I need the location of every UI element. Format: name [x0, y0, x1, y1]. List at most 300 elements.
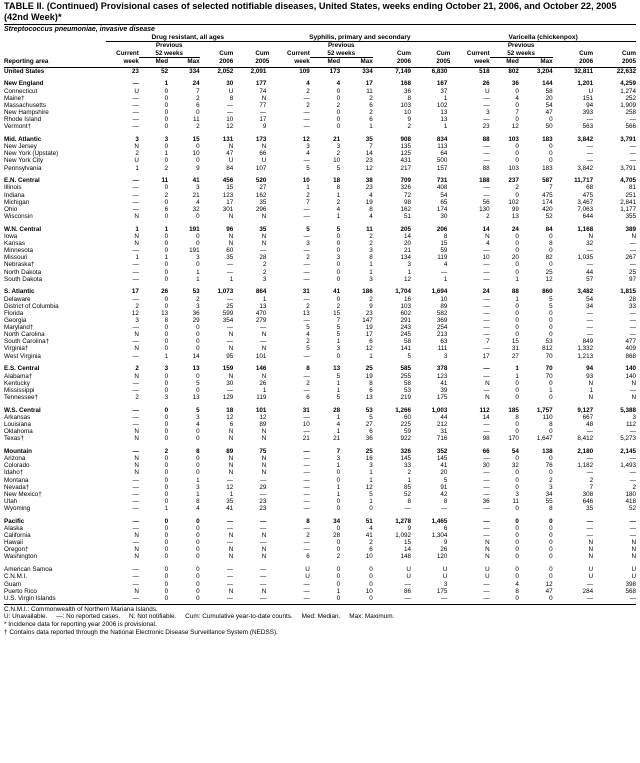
value-cell: 2,145 — [620, 448, 636, 455]
value-cell: 3 — [443, 580, 448, 588]
value-cell: 10 — [482, 254, 490, 262]
value-cell: — — [586, 316, 594, 324]
value-cell: 0 — [164, 428, 169, 436]
value-cell: 4 — [196, 420, 200, 428]
value-cell: 0 — [549, 517, 553, 525]
value-cell: — — [303, 268, 310, 276]
value-cell: U — [442, 573, 448, 581]
value-cell: — — [132, 191, 139, 199]
value-cell: 14 — [403, 546, 411, 554]
value-cell: 17 — [482, 352, 490, 360]
reporting-area-cell: California — [4, 532, 31, 540]
value-cell: 57 — [586, 275, 594, 283]
reporting-area-cell: Louisiana — [4, 420, 31, 428]
value-cell: 5 — [196, 379, 200, 387]
value-cell: 2 — [164, 448, 169, 455]
value-cell: 9 — [443, 539, 448, 547]
table-row — [4, 407, 636, 414]
value-cell: N — [134, 212, 139, 220]
value-cell: — — [132, 198, 139, 206]
value-cell: 101 — [255, 352, 267, 360]
value-cell: — — [260, 338, 267, 346]
value-cell: 354 — [222, 316, 234, 324]
value-cell: 1,694 — [431, 288, 448, 296]
value-cell: 8 — [196, 497, 200, 505]
table-row — [4, 206, 636, 213]
value-cell: — — [132, 101, 139, 109]
value-cell: — — [586, 247, 594, 255]
value-cell: 0 — [196, 212, 200, 220]
value-cell: 2,180 — [577, 448, 594, 455]
value-cell: 7 — [336, 448, 341, 455]
value-cell: N — [228, 428, 234, 436]
column-header-row — [4, 58, 636, 67]
value-cell: 34 — [333, 517, 341, 525]
value-cell: — — [586, 309, 594, 317]
value-cell: 98 — [403, 198, 411, 206]
value-cell: U — [485, 87, 490, 95]
year-2005-label: 2005 — [233, 58, 269, 67]
value-cell: — — [132, 490, 139, 498]
value-cell: 0 — [336, 261, 341, 269]
value-cell: 0 — [196, 157, 200, 165]
value-cell: 0 — [515, 379, 519, 387]
value-cell: 0 — [164, 517, 169, 525]
value-cell: 35 — [365, 136, 373, 143]
value-cell: 1,815 — [620, 288, 636, 296]
table-row — [4, 525, 636, 532]
value-cell: — — [227, 108, 234, 116]
value-cell: 0 — [515, 316, 519, 324]
value-cell: 88 — [511, 288, 519, 296]
value-cell: 70 — [545, 352, 553, 360]
value-cell: 34 — [545, 490, 553, 498]
value-cell: 140 — [625, 372, 636, 380]
value-cell: 10 — [403, 108, 411, 116]
value-cell: 2 — [306, 254, 310, 262]
value-cell: 5 — [306, 345, 310, 353]
value-cell: 3,204 — [536, 67, 553, 75]
value-cell: 5 — [306, 225, 310, 233]
value-cell: 834 — [436, 136, 448, 143]
value-cell: 47 — [226, 150, 234, 158]
value-cell: 3 — [196, 302, 200, 310]
value-cell: 1 — [336, 483, 341, 491]
value-cell: — — [303, 476, 310, 484]
value-cell: N — [134, 435, 139, 443]
value-cell: 5 — [549, 295, 553, 303]
value-cell: 13 — [365, 393, 373, 401]
table-row — [4, 157, 636, 164]
value-cell: — — [586, 261, 594, 269]
value-cell: 12 — [545, 580, 553, 588]
value-cell: — — [483, 505, 490, 512]
value-cell: — — [132, 268, 139, 276]
week-label: week — [450, 58, 489, 67]
value-cell: 170 — [508, 435, 519, 443]
value-cell: 1 — [336, 338, 341, 346]
value-cell: 475 — [542, 191, 553, 199]
value-cell: — — [629, 524, 636, 532]
value-cell: 18 — [226, 406, 234, 414]
value-cell: N — [228, 587, 234, 595]
value-cell: 4 — [306, 80, 310, 88]
value-cell: N — [228, 532, 234, 540]
value-cell: 3 — [164, 365, 169, 373]
value-cell: 0 — [164, 143, 169, 151]
table-row — [4, 539, 636, 546]
table-row — [4, 310, 636, 317]
value-cell: 58 — [403, 379, 411, 387]
value-cell: — — [132, 275, 139, 283]
value-cell: 4 — [306, 150, 310, 158]
value-cell: — — [132, 505, 139, 512]
value-cell: 177 — [255, 80, 267, 88]
value-cell: 389 — [625, 225, 636, 233]
value-cell: 0 — [515, 532, 519, 540]
value-cell: 2 — [515, 184, 519, 192]
value-cell: 102 — [436, 101, 448, 109]
value-cell: 66 — [482, 448, 490, 455]
value-cell: 1 — [407, 476, 411, 484]
value-cell: 2 — [306, 338, 310, 346]
value-cell: 99 — [511, 205, 519, 213]
value-cell: N — [134, 455, 139, 463]
table-row — [4, 546, 636, 553]
value-cell: — — [303, 413, 310, 421]
value-cell: 35 — [259, 198, 267, 206]
value-cell: 89 — [259, 420, 267, 428]
value-cell: 173 — [255, 136, 267, 143]
reporting-area-cell: E.N. Central — [4, 177, 40, 185]
table-row — [4, 165, 636, 172]
value-cell: 7 — [306, 198, 310, 206]
value-cell: 8 — [306, 365, 310, 373]
value-cell: N — [261, 553, 267, 561]
value-cell: 28 — [628, 295, 636, 303]
value-cell: 6 — [306, 393, 310, 401]
value-cell: 120 — [436, 553, 448, 561]
value-cell: 0 — [196, 372, 200, 380]
value-cell: 0 — [549, 455, 553, 463]
value-cell: 0 — [196, 386, 200, 394]
table-row — [4, 380, 636, 387]
value-cell: 352 — [436, 448, 448, 455]
value-cell: N — [134, 532, 139, 540]
value-cell: 10 — [365, 587, 373, 595]
value-cell: 13 — [302, 309, 310, 317]
value-cell: 6 — [229, 420, 234, 428]
value-cell: 5 — [336, 393, 341, 401]
value-cell: 13 — [192, 393, 200, 401]
value-cell: N — [261, 587, 267, 595]
value-cell: N — [228, 462, 234, 470]
footnote-provisional: * Incidence data for reporting year 2006 is provisional. — [4, 621, 157, 629]
table-row — [4, 150, 636, 157]
reporting-area-cell: Nevada† — [4, 483, 30, 491]
value-cell: 1 — [135, 254, 139, 262]
value-cell: 86 — [403, 587, 411, 595]
value-cell: 225 — [400, 420, 411, 428]
table-row — [4, 288, 636, 295]
max-label: Max — [519, 58, 553, 67]
value-cell: 409 — [625, 345, 636, 353]
value-cell: 5 — [336, 225, 341, 233]
value-cell: N — [631, 553, 636, 561]
value-cell: 11 — [512, 497, 519, 505]
table-row — [4, 505, 636, 512]
value-cell: 3 — [135, 136, 139, 143]
value-cell: 296 — [255, 205, 267, 213]
value-cell: 103 — [400, 302, 411, 310]
value-cell: 0 — [549, 309, 553, 317]
value-cell: N — [261, 143, 267, 151]
value-cell: 1 — [196, 490, 200, 498]
value-cell: — — [132, 539, 139, 547]
value-cell: 1,704 — [395, 288, 411, 296]
value-cell: 8 — [549, 240, 553, 247]
value-cell: 14 — [192, 352, 200, 360]
table-row — [4, 435, 636, 442]
value-cell: 10 — [365, 553, 373, 561]
value-cell: 0 — [549, 232, 553, 240]
value-cell: 32 — [511, 462, 519, 470]
value-cell: 0 — [164, 324, 169, 332]
value-cell: 2 — [306, 191, 310, 199]
value-cell: 4 — [336, 80, 341, 88]
value-cell: 33 — [628, 302, 636, 310]
value-cell: 205 — [400, 225, 411, 233]
year-2006-label: 2006 — [373, 58, 411, 67]
value-cell: 125 — [400, 150, 411, 158]
value-cell: 860 — [542, 288, 553, 296]
value-cell: 308 — [582, 490, 594, 498]
value-cell: — — [260, 517, 267, 525]
value-cell: 6 — [369, 386, 373, 394]
value-cell: — — [260, 490, 267, 498]
value-cell: 70 — [545, 372, 553, 380]
reporting-area-cell: E.S. Central — [4, 365, 40, 373]
value-cell: U — [305, 573, 310, 581]
value-cell: — — [303, 261, 310, 269]
value-cell: 334 — [362, 67, 373, 75]
value-cell: 28 — [333, 406, 341, 414]
value-cell: N — [134, 553, 139, 561]
value-cell: — — [441, 594, 448, 602]
value-cell: — — [227, 476, 234, 484]
value-cell: 0 — [164, 157, 169, 165]
value-cell: 0 — [549, 524, 553, 532]
value-cell: — — [483, 365, 490, 373]
value-cell: 183 — [542, 164, 553, 172]
reporting-area-cell: U.S. Virgin Islands — [4, 594, 56, 602]
value-cell: N — [631, 393, 636, 401]
value-cell: 0 — [164, 455, 169, 463]
table-row — [4, 296, 636, 303]
value-cell: 3,842 — [577, 136, 594, 143]
value-cell: 3,842 — [577, 164, 594, 172]
value-cell: 2 — [336, 553, 341, 561]
value-cell: 23 — [482, 123, 490, 131]
reporting-area-cell: Illinois — [4, 184, 22, 192]
value-cell: 1 — [515, 372, 519, 380]
value-cell: 1 — [306, 184, 310, 192]
table-row — [4, 317, 636, 324]
value-cell: N — [588, 393, 594, 401]
value-cell: 1 — [164, 352, 169, 360]
value-cell: 0 — [164, 232, 169, 240]
value-cell: N — [261, 462, 267, 470]
value-cell: — — [260, 524, 267, 532]
value-cell: 31 — [302, 288, 310, 296]
value-cell: 0 — [336, 275, 341, 283]
value-cell: 1 — [262, 295, 267, 303]
value-cell: 145 — [400, 455, 411, 463]
reporting-area-cell: Ohio — [4, 205, 18, 213]
value-cell: 26 — [482, 80, 490, 88]
value-cell: 33 — [403, 462, 411, 470]
value-cell: 0 — [336, 116, 341, 124]
value-cell: — — [303, 539, 310, 547]
value-cell: 95 — [226, 352, 234, 360]
value-cell: 279 — [255, 316, 267, 324]
value-cell: 0 — [196, 580, 200, 588]
value-cell: — — [629, 116, 636, 124]
value-cell: 6 — [306, 553, 310, 561]
value-cell: 14 — [482, 413, 490, 421]
value-cell: 29 — [192, 316, 200, 324]
table-row — [4, 177, 636, 184]
value-cell: 101 — [255, 406, 267, 414]
value-cell: — — [483, 324, 490, 332]
value-cell: 0 — [164, 386, 169, 394]
value-cell: 1,332 — [577, 345, 594, 353]
value-cell: 89 — [440, 302, 448, 310]
value-cell: 1,757 — [536, 406, 553, 414]
value-cell: — — [260, 108, 267, 116]
value-cell: 206 — [436, 225, 448, 233]
value-cell: 52 — [545, 212, 553, 220]
value-cell: 4,259 — [620, 80, 636, 88]
reporting-area-cell: Massachusetts — [4, 101, 46, 109]
value-cell: 10 — [440, 295, 448, 303]
value-cell: 431 — [400, 157, 411, 165]
table-row — [4, 414, 636, 421]
value-cell: N — [261, 240, 267, 247]
reporting-area-cell: Kentucky — [4, 379, 30, 387]
value-cell: — — [303, 123, 310, 131]
value-cell: 301 — [222, 205, 234, 213]
group-drug-resistant: Drug resistant, all ages — [106, 34, 269, 42]
value-cell: — — [629, 157, 636, 165]
value-cell: — — [629, 455, 636, 463]
value-cell: 55 — [545, 497, 553, 505]
value-cell: 130 — [479, 205, 490, 213]
value-cell: 51 — [365, 517, 373, 525]
value-cell: 1,213 — [577, 352, 594, 360]
value-cell: 0 — [336, 566, 341, 574]
value-cell: 291 — [400, 316, 411, 324]
value-cell: — — [629, 309, 636, 317]
value-cell: 3 — [549, 483, 553, 491]
value-cell: N — [228, 546, 234, 554]
value-cell: 8 — [229, 94, 234, 102]
value-cell: U — [228, 157, 234, 165]
value-cell: 1 — [336, 191, 341, 199]
table-row — [4, 303, 636, 310]
reporting-area-cell: Idaho† — [4, 469, 24, 477]
value-cell: 0 — [196, 324, 200, 332]
value-cell: — — [483, 420, 490, 428]
reporting-area-cell: New England — [4, 80, 44, 88]
value-cell: 2 — [407, 469, 411, 477]
year-2006-label: 2006 — [200, 58, 234, 67]
value-cell: 162 — [400, 205, 411, 213]
value-cell: — — [132, 295, 139, 303]
value-cell: — — [303, 455, 310, 463]
value-cell: 0 — [336, 295, 341, 303]
value-cell: 2 — [306, 532, 310, 540]
value-cell: 1 — [369, 123, 373, 131]
value-cell: 0 — [164, 566, 169, 574]
value-cell: N — [228, 212, 234, 220]
value-cell: 3 — [196, 184, 200, 192]
value-cell: 0 — [549, 573, 553, 581]
reporting-area-cell: Indiana — [4, 191, 25, 199]
value-cell: 4 — [336, 205, 341, 213]
value-cell: 0 — [164, 87, 169, 95]
value-cell: — — [441, 505, 448, 512]
previous-label: Previous — [507, 42, 535, 50]
value-cell: 470 — [255, 309, 267, 317]
value-cell: — — [260, 539, 267, 547]
value-cell: 7,149 — [395, 67, 411, 75]
value-cell: U — [134, 87, 139, 95]
value-cell: — — [586, 517, 594, 525]
value-cell: 599 — [222, 309, 234, 317]
value-cell: — — [483, 157, 490, 165]
value-cell: 66 — [259, 150, 267, 158]
value-cell: 70 — [545, 365, 553, 373]
value-cell: 2 — [632, 483, 636, 491]
value-cell: 602 — [400, 309, 411, 317]
value-cell: 0 — [336, 594, 341, 602]
value-cell: — — [629, 150, 636, 158]
value-cell: 0 — [196, 455, 200, 463]
value-cell: — — [483, 580, 490, 588]
value-cell: — — [132, 352, 139, 360]
value-cell: 0 — [164, 268, 169, 276]
table-row — [4, 428, 636, 435]
value-cell: 2 — [369, 295, 373, 303]
value-cell: 2 — [336, 150, 341, 158]
value-cell: 0 — [164, 469, 169, 477]
value-cell: 111 — [437, 345, 448, 353]
value-cell: — — [586, 532, 594, 540]
value-cell: 12 — [259, 413, 267, 421]
value-cell: — — [483, 386, 490, 394]
table-row — [4, 95, 636, 102]
value-cell: 252 — [625, 94, 636, 102]
value-cell: 2 — [135, 365, 139, 373]
reporting-area-cell: New York City — [4, 157, 44, 165]
reporting-area-cell: North Carolina — [4, 331, 45, 339]
value-cell: — — [227, 338, 234, 346]
value-cell: N — [485, 553, 490, 561]
value-cell: 408 — [436, 184, 448, 192]
table-row — [4, 240, 636, 247]
value-cell: 0 — [196, 143, 200, 151]
